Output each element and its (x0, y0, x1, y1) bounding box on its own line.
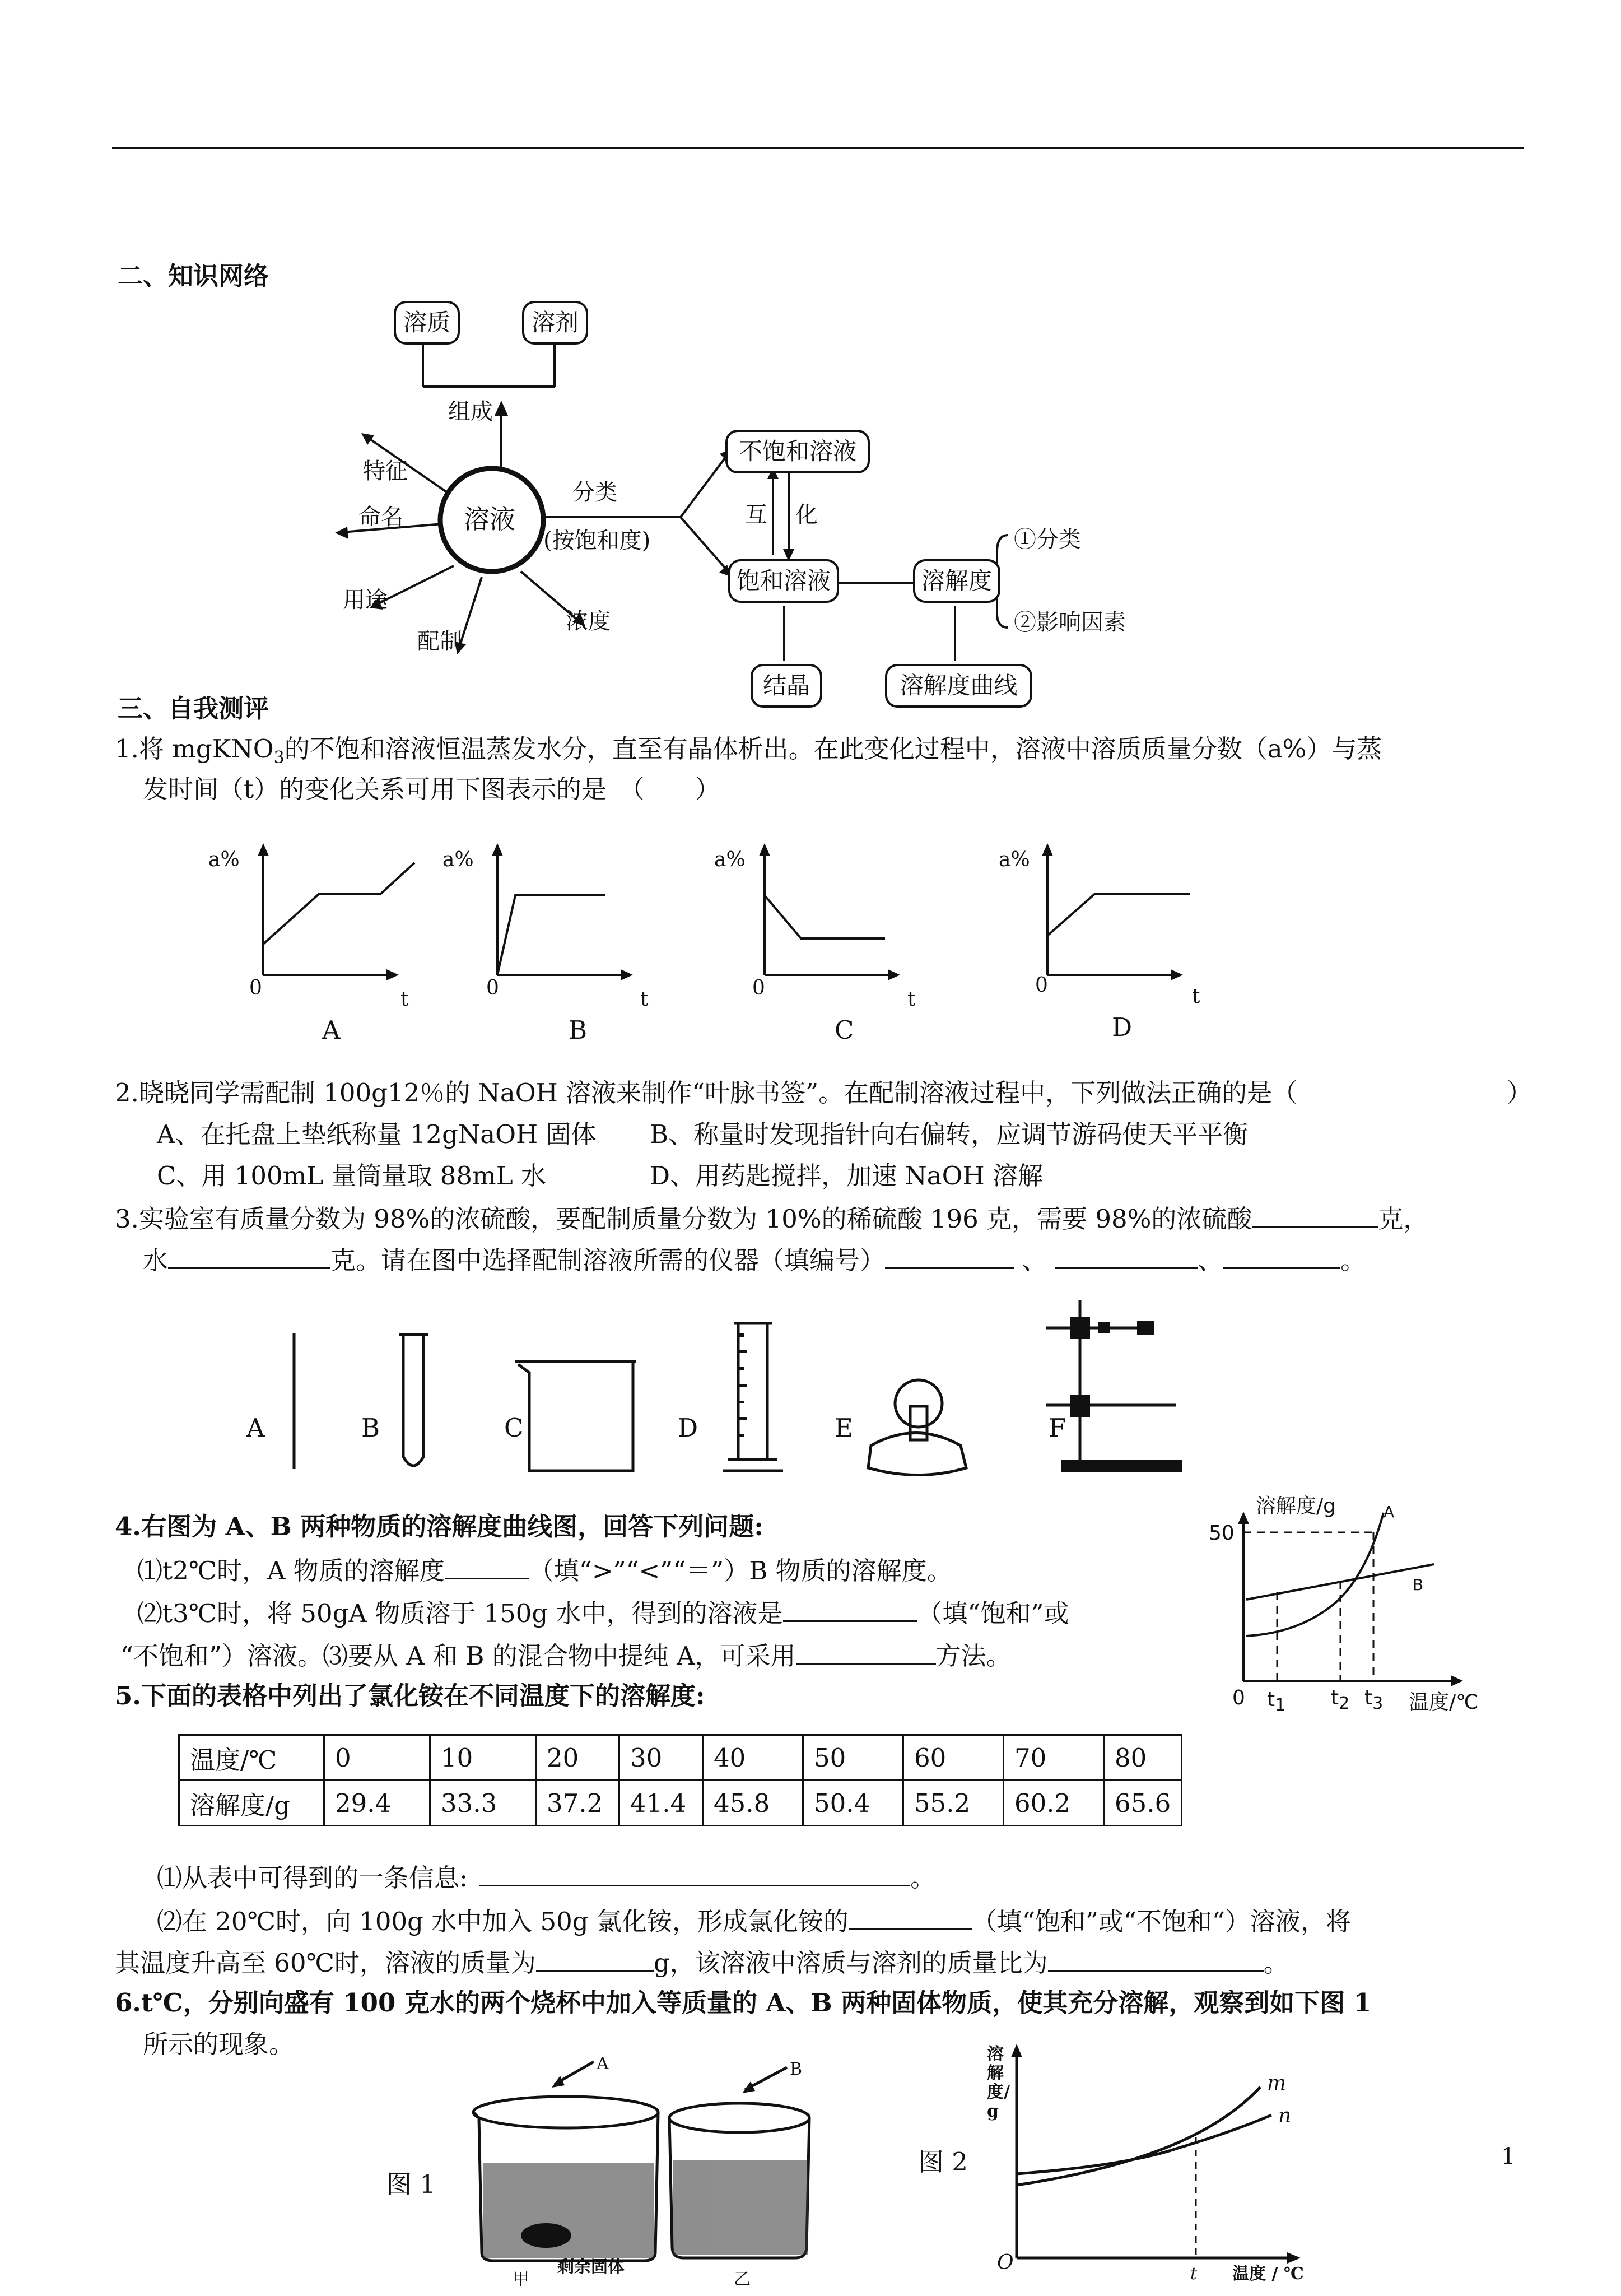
q6-chart-series-n: n (1278, 2104, 1292, 2127)
table-cell: 80 (1104, 1735, 1182, 1781)
q1-graph-c-xlabel: t (907, 988, 916, 1011)
q1-graph-d-ylabel: a% (999, 848, 1030, 871)
q1-graph-b-label: B (569, 1015, 588, 1045)
q3-label-c: C (504, 1413, 524, 1443)
section-3-title: 三、自我测评 (118, 694, 269, 723)
table-cell: 60.2 (1004, 1781, 1104, 1826)
q3-sep1: 、 (1022, 1245, 1047, 1275)
q6-fig1-label: 图 1 (386, 2169, 436, 2199)
q4-chart-origin: 0 (1232, 1686, 1245, 1709)
q5-part2-a: ⑵在 20℃时，向 100g 水中加入 50g 氯化铵，形成氯化铵的 (157, 1907, 849, 1936)
q6-number: 6. (115, 1988, 141, 2018)
q4-chart-y50: 50 (1209, 1522, 1235, 1545)
q1-graph-b-ylabel: a% (442, 848, 474, 871)
q4-part3-a: “不饱和”）溶液。⑶要从 A 和 B 的混合物中提纯 A，可采用 (120, 1641, 796, 1671)
node-prepare: 配制 (417, 629, 462, 654)
q3-sep2: 、 (1198, 1245, 1223, 1275)
q1-subscript: 3 (273, 748, 285, 768)
q1-graph-a-origin: 0 (249, 977, 262, 1000)
node-solubility-curve: 溶解度曲线 (885, 664, 1032, 708)
q4-chart-xlabel: 温度/℃ (1409, 1691, 1479, 1714)
table-cell: 37.2 (536, 1781, 619, 1826)
q3-label-e: E (835, 1413, 853, 1443)
q2-text: 晓晓同学需配制 100g12％的 NaOH 溶液来制作“叶脉书签”。在配制溶液过程中，下列做法正确的是（ (138, 1078, 1298, 1108)
q1-graph-d-label: D (1112, 1012, 1133, 1042)
node-solvent: 溶剂 (522, 301, 588, 345)
q3-label-b: B (361, 1413, 380, 1443)
q1-graph-b-origin: 0 (486, 977, 499, 1000)
q6-chart-t: t (1190, 2264, 1198, 2284)
q6-jia-label: 甲 (513, 2270, 529, 2289)
q4-chart-series-a: A (1384, 1503, 1395, 1521)
q4-part2-b: （填“饱和”或 (917, 1598, 1069, 1628)
q6-text: t℃，分别向盛有 100 克水的两个烧杯中加入等质量的 A、B 两种固体物质，使其充分溶解，观察到如下图 1 (141, 1988, 1372, 2018)
node-mutual-2: 化 (795, 502, 818, 528)
node-sub-factors: ②影响因素 (1014, 610, 1126, 635)
q5-part2-b: （填“饱和”或“不饱和“）溶液，将 (971, 1907, 1351, 1936)
q4-chart-series-b: B (1413, 1575, 1424, 1594)
q3-end: 。 (1340, 1245, 1366, 1275)
q5-number: 5. (115, 1681, 141, 1711)
node-feature: 特征 (363, 458, 408, 484)
node-crystallize: 结晶 (751, 664, 822, 708)
q5-part1-a: ⑴从表中可得到的一条信息: (157, 1863, 468, 1893)
q2-close: ） (1507, 1078, 1533, 1108)
q3-text-a: 实验室有质量分数为 98%的浓硫酸，要配制质量分数为 10%的稀硫酸 196 克，需要 98%的浓硫酸 (138, 1204, 1252, 1234)
table-cell: 65.6 (1104, 1781, 1182, 1826)
node-naming: 命名 (358, 504, 403, 530)
table-cell: 50 (803, 1735, 903, 1781)
node-solubility: 溶解度 (913, 559, 1000, 603)
node-classify: 分类 (572, 480, 617, 505)
q6-yi-label: 乙 (734, 2270, 751, 2289)
q3-unit2: 克。请在图中选择配制溶液所需的仪器（填编号） (330, 1245, 886, 1275)
q6-chart-ylabel: 溶解度/g (987, 2044, 1010, 2121)
q4-chart-t3-t: t (1364, 1686, 1373, 1709)
table-cell: 55.2 (903, 1781, 1004, 1826)
q5-part3-c: 。 (1263, 1948, 1289, 1978)
q1-graph-c-ylabel: a% (714, 848, 746, 871)
q6-beaker-b-label: B (790, 2060, 803, 2079)
q1-line2: 发时间（t）的变化关系可用下图表示的是 （ ） (143, 774, 720, 804)
q1-graph-c-label: C (835, 1015, 854, 1045)
q3-number: 3. (115, 1204, 139, 1234)
q1-graph-c-origin: 0 (752, 977, 765, 1000)
q4-number: 4. (115, 1512, 141, 1541)
q1-graph-a-ylabel: a% (208, 848, 240, 871)
node-solution: 溶液 (464, 504, 515, 535)
table-cell: 40 (703, 1735, 803, 1781)
q5-part1-b: 。 (910, 1863, 936, 1893)
q4-chart-t1-sub: 1 (1275, 1695, 1286, 1716)
q4-title-text: 右图为 A、B 两种物质的溶解度曲线图，回答下列问题: (141, 1512, 763, 1541)
table-cell: 20 (536, 1735, 619, 1781)
q2-option-a: A、在托盘上垫纸称量 12gNaOH 固体 (157, 1119, 597, 1149)
q6-chart-origin: O (997, 2251, 1014, 2274)
q2-option-d: D、用药匙搅拌，加速 NaOH 溶解 (650, 1161, 1044, 1191)
q6-chart-xlabel: 温度 / ℃ (1232, 2264, 1304, 2284)
node-unsaturated: 不饱和溶液 (725, 430, 870, 473)
q4-chart-t3-sub: 3 (1372, 1694, 1384, 1714)
q4-part1-b: （填“>”“<”“＝”）B 物质的溶解度。 (528, 1556, 952, 1586)
node-use: 用途 (343, 587, 388, 613)
table-head-solubility: 溶解度/g (179, 1781, 324, 1826)
q6-residue-label: 剩余固体 (557, 2257, 625, 2277)
q1-text-b: 的不饱和溶液恒温蒸发水分，直至有晶体析出。在此变化过程中，溶液中溶质质量分数（a%）与蒸 (284, 734, 1382, 764)
q5-part3-b: g，该溶液中溶质与溶剂的质量比为 (653, 1948, 1048, 1978)
q2-option-c: C、用 100mL 量筒量取 88mL 水 (157, 1161, 546, 1191)
node-composition: 组成 (448, 399, 493, 425)
q4-part2-a: ⑵t3℃时，将 50gA 物质溶于 150g 水中，得到的溶液是 (137, 1598, 783, 1628)
q3-label-d: D (678, 1413, 698, 1443)
q6-beaker-a-label: A (597, 2054, 609, 2074)
table-cell: 60 (903, 1735, 1004, 1781)
table-head-temperature: 温度/℃ (179, 1735, 324, 1781)
q1-graph-d-xlabel: t (1192, 985, 1200, 1008)
q1-graph-d-origin: 0 (1035, 974, 1048, 997)
q4-chart-t1-t: t (1267, 1688, 1275, 1711)
table-cell: 45.8 (703, 1781, 803, 1826)
q1-graph-a-xlabel: t (400, 988, 409, 1011)
table-cell: 0 (324, 1735, 430, 1781)
table-cell: 50.4 (803, 1781, 903, 1826)
node-by-saturation: (按饱和度) (543, 528, 651, 554)
q3-unit1: 克， (1378, 1204, 1429, 1234)
q4-part1-a: ⑴t2℃时，A 物质的溶解度 (137, 1556, 445, 1586)
table-cell: 10 (430, 1735, 536, 1781)
q3-label-a: A (246, 1413, 265, 1443)
q2-number: 2. (115, 1078, 139, 1108)
q6-fig2-label: 图 2 (919, 2147, 968, 2177)
q1-number: 1. (115, 734, 139, 764)
q3-text-b: 水 (143, 1245, 169, 1275)
q1-graph-b-xlabel: t (640, 988, 649, 1011)
q6-chart-series-m: m (1267, 2072, 1287, 2095)
q1-graph-a-label: A (322, 1015, 341, 1045)
table-cell: 41.4 (619, 1781, 703, 1826)
node-sub-classify: ①分类 (1014, 527, 1081, 552)
q4-chart-t2-sub: 2 (1339, 1694, 1350, 1714)
q5-part3-a: 其温度升高至 60℃时，溶液的质量为 (115, 1948, 536, 1978)
q5-title-text: 下面的表格中列出了氯化铵在不同温度下的溶解度: (141, 1681, 705, 1711)
q6-line2: 所示的现象。 (143, 2029, 295, 2059)
table-cell: 30 (619, 1735, 703, 1781)
q4-chart-t2-t: t (1331, 1686, 1339, 1709)
table-cell: 33.3 (430, 1781, 536, 1826)
q1-text-a: 将 mgKNO (138, 734, 274, 764)
section-2-title: 二、知识网络 (118, 261, 269, 291)
q4-part3-b: 方法。 (935, 1641, 1012, 1671)
table-cell: 70 (1004, 1735, 1104, 1781)
node-mutual-1: 互 (745, 502, 767, 528)
q3-label-f: F (1049, 1413, 1066, 1443)
q2-option-b: B、称量时发现指针向右偏转，应调节游码使天平平衡 (650, 1119, 1249, 1149)
node-saturated: 饱和溶液 (728, 559, 839, 603)
node-solute: 溶质 (394, 301, 460, 345)
q4-chart-ylabel: 溶解度/g (1256, 1495, 1336, 1518)
table-cell: 29.4 (324, 1781, 430, 1826)
page-number: 1 (1501, 2144, 1516, 2169)
node-concentration: 浓度 (566, 608, 611, 634)
